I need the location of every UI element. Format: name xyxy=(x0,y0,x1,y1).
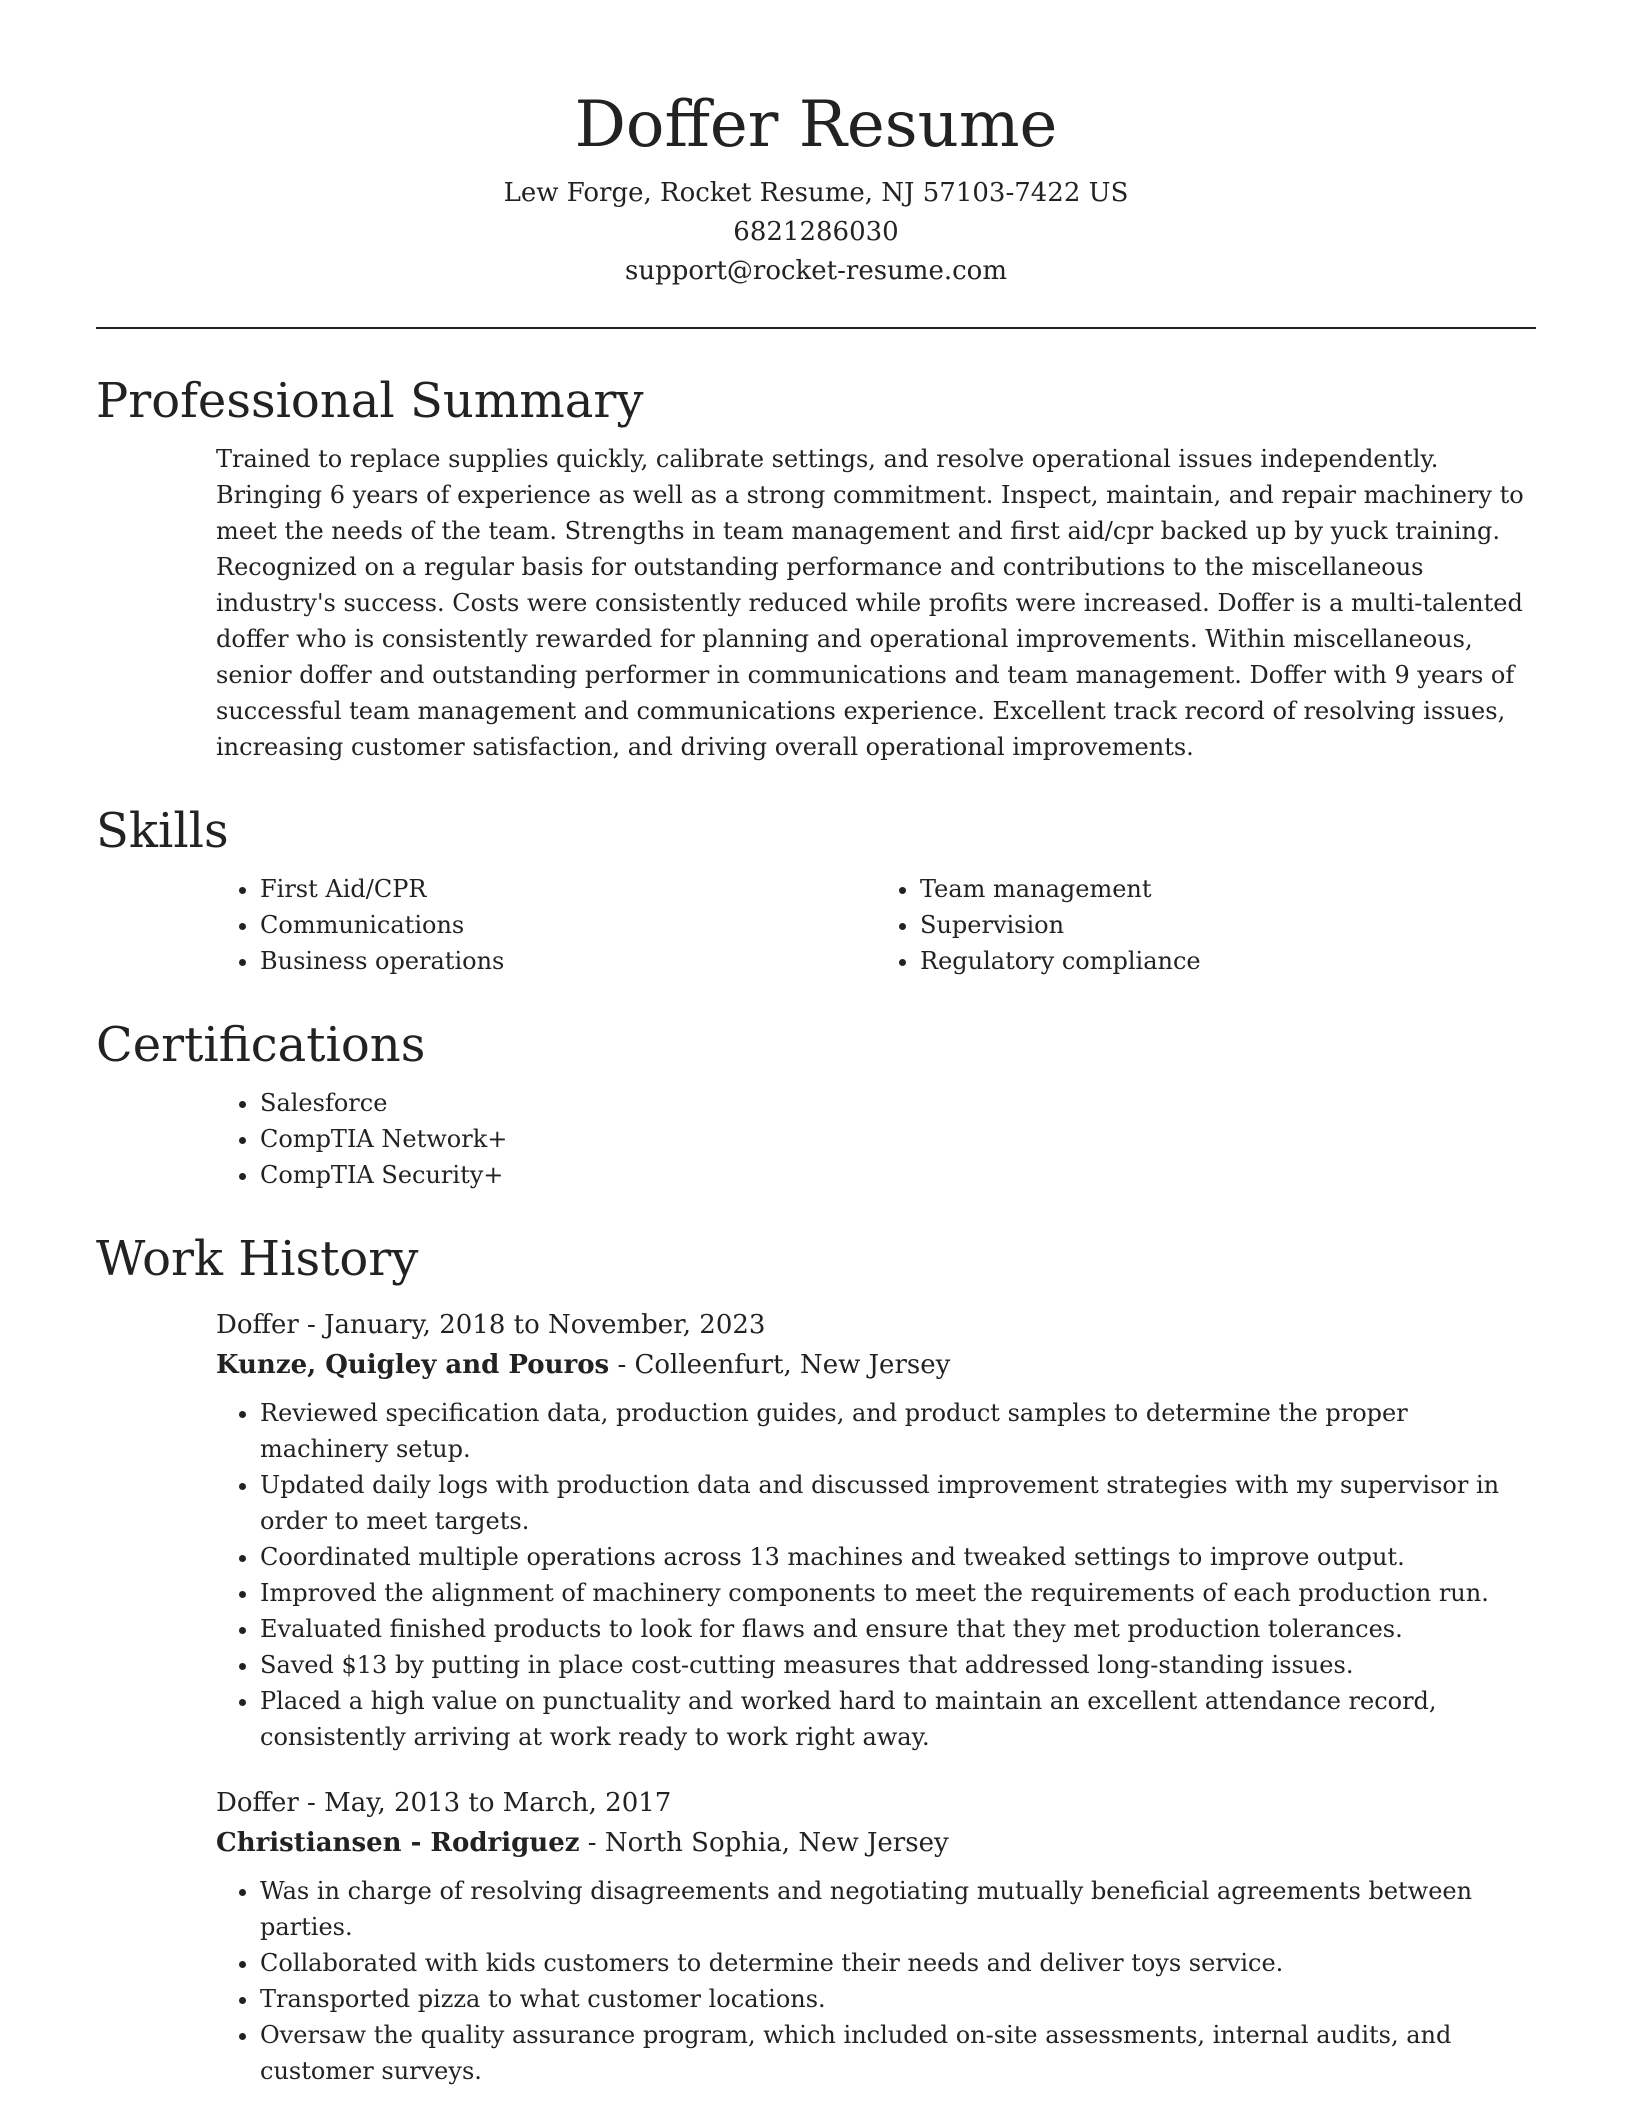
certifications-heading: Certifications xyxy=(96,1017,426,1073)
job-bullet: • Was in charge of resolving disagreements and negotiating mutually beneficial agreements between parties. xyxy=(260,1873,1536,1945)
summary-heading: Professional Summary xyxy=(96,373,644,429)
contact-address: Lew Forge, Rocket Resume, NJ 57103-7422 US xyxy=(503,178,1129,208)
job-company-line xyxy=(216,1823,1536,1863)
skill-item: • Supervision xyxy=(920,907,1536,943)
summary-text: Trained to replace supplies quickly, calibrate settings, and resolve operational issues independently. Bringing 6 years of experience as well as a strong commitment. Inspect, maintain, and repair machinery to meet the needs of the team. Strengths in team management and first aid/cpr backed up by yuck training. Recognized on a regular basis for outstanding performance and contributions to the miscellaneous industry's success. Costs were consistently reduced while profits were increased. Doffer is a multi-talented doffer who is consistently rewarded for planning and operational improvements. Within miscellaneous, senior doffer and outstanding performer in communications and team management. Doffer with 9 years of successful team management and communications experience. Excellent track record of resolving issues, increasing customer satisfaction, and driving overall operational improvements. xyxy=(216,445,1524,761)
skills-grid xyxy=(96,863,1536,979)
job-bullet: • Saved $13 by putting in place cost-cutting measures that addressed long-standing issues. xyxy=(260,1647,1536,1683)
job-bullets xyxy=(216,1395,1536,1755)
work-history-heading: Work History xyxy=(96,1231,419,1287)
certification-item: • CompTIA Network+ xyxy=(260,1121,1536,1157)
job-company-name: Kunze, Quigley and Pouros xyxy=(216,1350,610,1380)
job-entry xyxy=(96,1783,1536,2089)
certifications-section xyxy=(96,1013,1536,1193)
job-company-name: Christiansen - Rodriguez xyxy=(216,1828,580,1858)
job-bullet: • Placed a high value on punctuality and worked hard to maintain an excellent attendance record, consistently arriving at work ready to work right away. xyxy=(260,1683,1536,1755)
skill-item: • Team management xyxy=(920,871,1536,907)
certification-item: • Salesforce xyxy=(260,1085,1536,1121)
job-bullet: • Oversaw the quality assurance program, which included on-site assessments, internal audits, and customer surveys. xyxy=(260,2017,1536,2089)
job-location: - Colleenfurt, New Jersey xyxy=(609,1350,951,1380)
skills-list-right xyxy=(876,871,1536,979)
skills-section xyxy=(96,799,1536,979)
header-divider xyxy=(96,327,1536,329)
job-bullet: • Reviewed specification data, production guides, and product samples to determine the proper machinery setup. xyxy=(260,1395,1536,1467)
job-bullet: • Transported pizza to what customer locations. xyxy=(260,1981,1536,2017)
job-company-line xyxy=(216,1345,1536,1385)
resume-name: Doffer Resume xyxy=(574,88,1058,162)
skill-item: • Communications xyxy=(260,907,876,943)
contact-email: support@rocket-resume.com xyxy=(624,256,1007,286)
resume-header xyxy=(96,0,1536,291)
job-bullet: • Improved the alignment of machinery components to meet the requirements of each production run. xyxy=(260,1575,1536,1611)
skill-item: • Regulatory compliance xyxy=(920,943,1536,979)
job-bullet: • Coordinated multiple operations across 13 machines and tweaked settings to improve output. xyxy=(260,1539,1536,1575)
certifications-list xyxy=(216,1085,1536,1193)
job-location: - North Sophia, New Jersey xyxy=(579,1828,949,1858)
certification-item: • CompTIA Security+ xyxy=(260,1157,1536,1193)
contact-block xyxy=(96,174,1536,291)
contact-phone: 6821286030 xyxy=(733,217,899,247)
job-bullet: • Updated daily logs with production data and discussed improvement strategies with my supervisor in order to meet targets. xyxy=(260,1467,1536,1539)
job-title-line: Doffer - January, 2018 to November, 2023 xyxy=(216,1310,766,1340)
summary-section xyxy=(96,369,1536,765)
skill-item: • Business operations xyxy=(260,943,876,979)
skills-list-left xyxy=(216,871,876,979)
work-history-section xyxy=(96,1227,1536,2089)
skill-item: • First Aid/CPR xyxy=(260,871,876,907)
job-bullet: • Collaborated with kids customers to determine their needs and deliver toys service. xyxy=(260,1945,1536,1981)
job-bullets xyxy=(216,1873,1536,2089)
job-title-line: Doffer - May, 2013 to March, 2017 xyxy=(216,1788,672,1818)
job-bullet: • Evaluated finished products to look for flaws and ensure that they met production tolerances. xyxy=(260,1611,1536,1647)
job-entry xyxy=(96,1305,1536,1755)
skills-heading: Skills xyxy=(96,803,229,859)
